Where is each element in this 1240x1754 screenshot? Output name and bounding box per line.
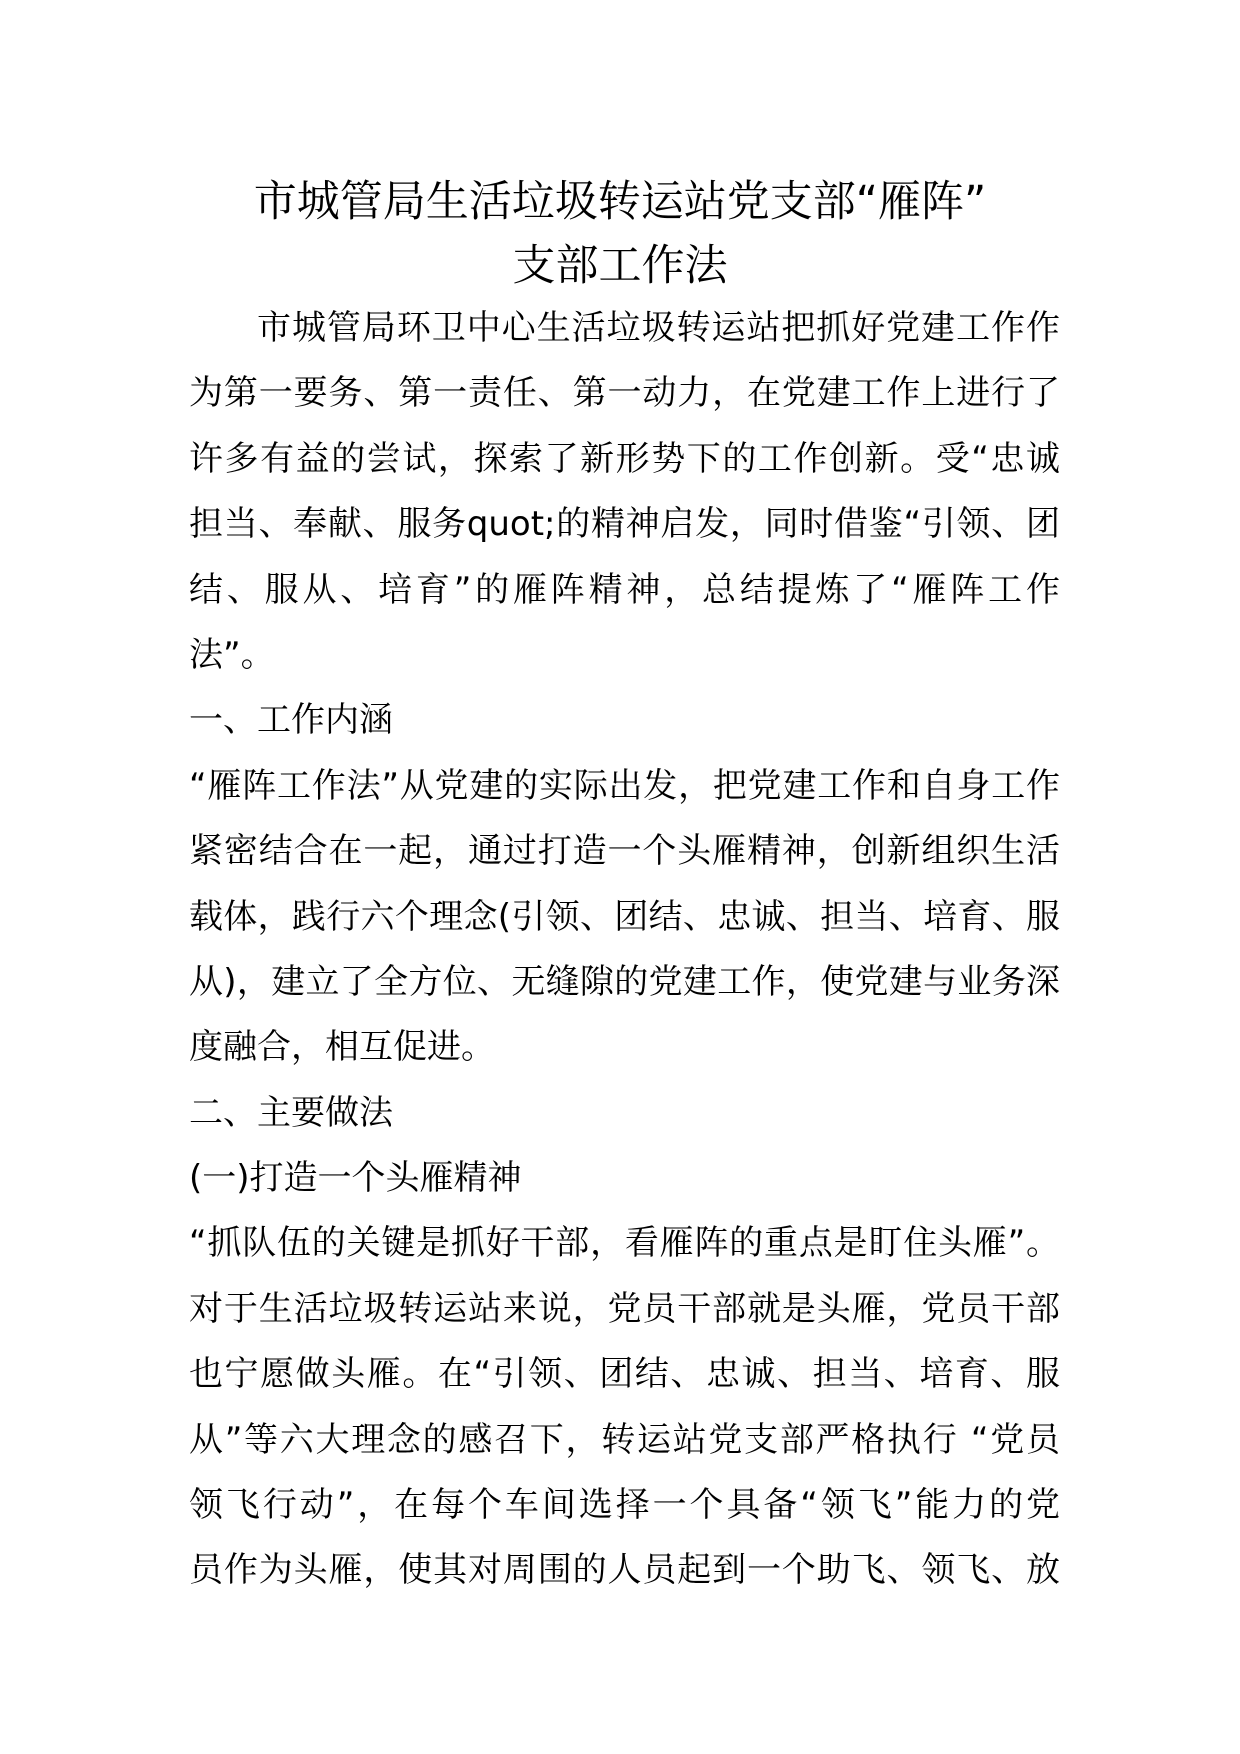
- text-line: 结、服从、培育”的雁阵精神，总结提炼了“雁阵工作: [189, 569, 1060, 610]
- heading-text: (一)打造一个头雁精神: [189, 1158, 522, 1199]
- paragraph-connotation: [189, 754, 1060, 1081]
- text-line: 为第一要务、第一责任、第一动力，在党建工作上进行了: [189, 373, 1060, 414]
- document-body: [189, 296, 1060, 1604]
- document-title: [0, 170, 1240, 298]
- text-line: “雁阵工作法”从党建的实际出发，把党建工作和自身工作: [189, 765, 1060, 806]
- heading-text: 二、主要做法: [189, 1092, 393, 1133]
- text-line: “抓队伍的关键是抓好干部，看雁阵的重点是盯住头雁”。: [189, 1223, 1060, 1264]
- text-line: 领飞行动”，在每个车间选择一个具备“领飞”能力的党: [189, 1485, 1060, 1526]
- text-line: 担当、奉献、服务quot;的精神启发，同时借鉴“引领、团: [189, 504, 1060, 545]
- text-line: 载体，践行六个理念(引领、团结、忠诚、担当、培育、服: [189, 896, 1060, 937]
- section-heading-1: [189, 688, 1060, 753]
- text-line: 市城管局环卫中心生活垃圾转运站把抓好党建工作作: [257, 308, 1060, 348]
- text-line: 员作为头雁，使其对周围的人员起到一个助飞、领飞、放: [189, 1550, 1060, 1591]
- section-heading-2: [189, 1081, 1060, 1146]
- text-line: 也宁愿做头雁。在“引领、团结、忠诚、担当、培育、服: [189, 1354, 1060, 1395]
- subsection-heading-1: [189, 1146, 1060, 1211]
- text-line: 度融合，相互促进。: [189, 1027, 495, 1068]
- text-line: 紧密结合在一起，通过打造一个头雁精神，创新组织生活: [189, 831, 1060, 872]
- heading-text: 一、工作内涵: [189, 700, 393, 741]
- text-line: 从”等六大理念的感召下，转运站党支部严格执行 “党员: [189, 1419, 1060, 1460]
- text-line: 许多有益的尝试，探索了新形势下的工作创新。受“忠诚: [189, 438, 1060, 479]
- text-line: 从)，建立了全方位、无缝隙的党建工作，使党建与业务深: [189, 961, 1060, 1002]
- paragraph-lead-goose: [189, 1211, 1060, 1603]
- title-line: 支部工作法: [512, 241, 728, 291]
- text-line: 法”。: [189, 634, 275, 675]
- title-line: 市城管局生活垃圾转运站党支部“雁阵”: [253, 177, 987, 227]
- paragraph-intro: [189, 296, 1060, 688]
- text-line: 对于生活垃圾转运站来说，党员干部就是头雁，党员干部: [189, 1288, 1060, 1329]
